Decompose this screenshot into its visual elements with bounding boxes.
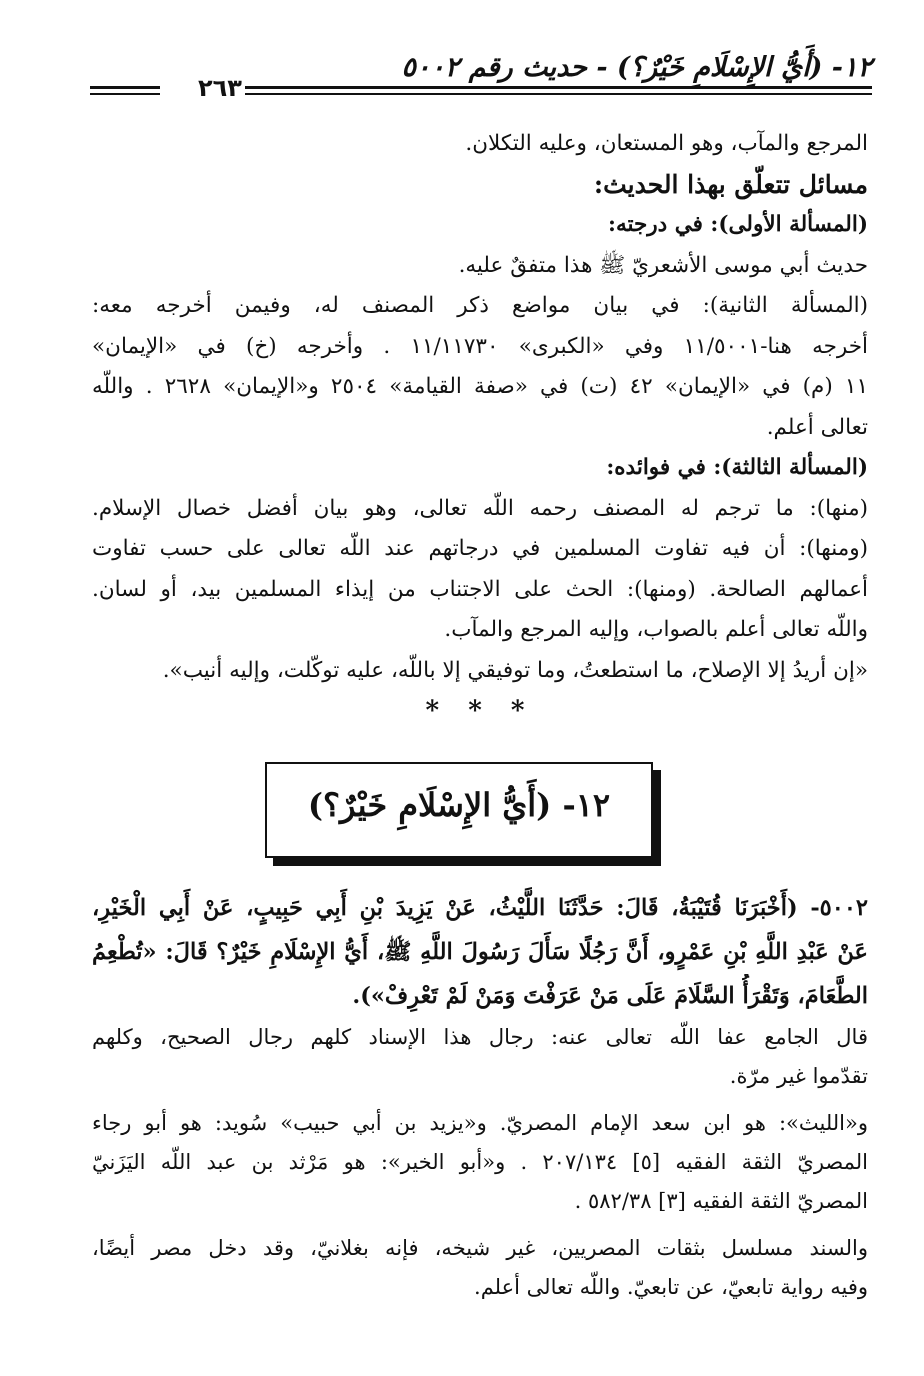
header-rule-right — [245, 86, 872, 98]
hadith-text-line: الطَّعَامَ، وَتَقْرَأُ السَّلَامَ عَلَى مَنْ عَرَفْتَ وَمَنْ لَمْ تَعْرِفْ»). — [352, 983, 868, 1009]
narrator-line: المصريّ الثقة الفقيه [٣] ٥٨٢/٣٨ . — [574, 1189, 868, 1213]
quran-quote: «إن أريدُ إلا الإصلاح، ما استطعتُ، وما توفيقي إلا باللّه، عليه توكّلت، وإليه أنيب». — [162, 657, 868, 683]
paragraph-line: المرجع والمآب، وهو المستعان، وعليه التكلان. — [465, 131, 868, 156]
box-frame — [265, 762, 653, 858]
hadith-text-line: ٥٠٠٢- (أَخْبَرَنَا قُتَيْبَةُ، قَالَ: حَدَّثَنَا اللَّيْثُ، عَنْ يَزِيدَ بْنِ أَبِي حَبِيبٍ، عَنْ أَبِي الْخَيْرِ، — [92, 895, 868, 921]
chapter-title: ١٢- (أَيُّ الإِسْلَامِ خَيْرٌ؟) — [307, 786, 611, 824]
narrator-line: و«الليث»: هو ابن سعد الإمام المصريّ. و«يزيد بن أبي حبيب» سُويد: هو أبو رجاء — [92, 1111, 868, 1135]
issue-three-heading: (المسألة الثالثة): في فوائده: — [606, 455, 868, 480]
commentary-section — [92, 124, 868, 732]
commentary-line: وفيه رواية تابعيّ، عن تابعيّ. واللّه تعالى أعلم. — [474, 1275, 868, 1299]
running-title: ١٢- (أَيُّ الإِسْلَامِ خَيْرٌ؟) - حديث رقم ٥٠٠٢ — [401, 52, 872, 83]
spacer — [92, 1221, 868, 1229]
paragraph-line: واللّه تعالى أعلم بالصواب، وإليه المرجع والمآب. — [444, 617, 868, 642]
paragraph-line: (منها): ما ترجم له المصنف رحمه اللّه تعالى، وهو بيان أفضل خصال الإسلام. — [92, 495, 868, 521]
section-heading: مسائل تتعلّق بهذا الحديث: — [593, 169, 868, 199]
paragraph-line: أخرجه هنا-١١/٥٠٠١ وفي «الكبرى» ١١/١١٧٣٠ . وأخرجه (خ) في «الإيمان» — [92, 333, 868, 359]
paragraph-line: ١١ (م) في «الإيمان» ٤٢ (ت) في «صفة القيامة» ٢٥٠٤ و«الإيمان» ٢٦٢٨ . واللّه — [92, 374, 868, 399]
commentary-line: تقدّموا غير مرّة. — [729, 1064, 868, 1088]
hadith-text-line: عَنْ عَبْدِ اللَّهِ بْنِ عَمْرٍو، أَنَّ رَجُلًا سَأَلَ رَسُولَ اللَّهِ ﷺ، أَيُّ الإِسْلَامِ خَيْرٌ؟ قَالَ: «تُطْعِمُ — [92, 939, 868, 965]
chapter-title-box — [265, 762, 661, 866]
narrator-line: المصريّ الثقة الفقيه [٥] ٢٠٧/١٣٤ . و«أبو الخير»: هو مَرْثد بن عبد اللّه اليَزَنيّ — [92, 1150, 868, 1174]
paragraph-line: أعمالهم الصالحة. (ومنها): الحث على الاجتناب من إيذاء المسلمين بيد، أو لسان. — [92, 576, 868, 602]
section-divider: * * * — [425, 696, 535, 726]
header-rule-left — [90, 86, 160, 98]
page-number: ٢٦٣ — [198, 74, 242, 102]
paragraph-line: تعالى أعلم. — [766, 414, 868, 440]
paragraph-line: حديث أبي موسى الأشعريّ ﷺ هذا متفقٌ عليه. — [458, 252, 868, 278]
hadith-section — [92, 886, 868, 1307]
commentary-line: والسند مسلسل بثقات المصريين، غير شيخه، فإنه بغلانيّ، وقد دخل مصر أيضًا، — [92, 1236, 868, 1260]
paragraph-line: (ومنها): أن فيه تفاوت المسلمين في درجاتهم عند اللّه تعالى على حسب تفاوت — [92, 536, 868, 561]
commentary-line: قال الجامع عفا اللّه تعالى عنه: رجال هذا الإسناد كلهم رجال الصحيح، وكلهم — [92, 1025, 868, 1049]
issue-two-heading: (المسألة الثانية): في بيان مواضع ذكر المصنف له، وفيمن أخرجه معه: — [92, 293, 868, 318]
issue-one-heading: (المسألة الأولى): في درجته: — [608, 212, 868, 237]
spacer — [92, 1096, 868, 1104]
page-header — [90, 50, 872, 104]
